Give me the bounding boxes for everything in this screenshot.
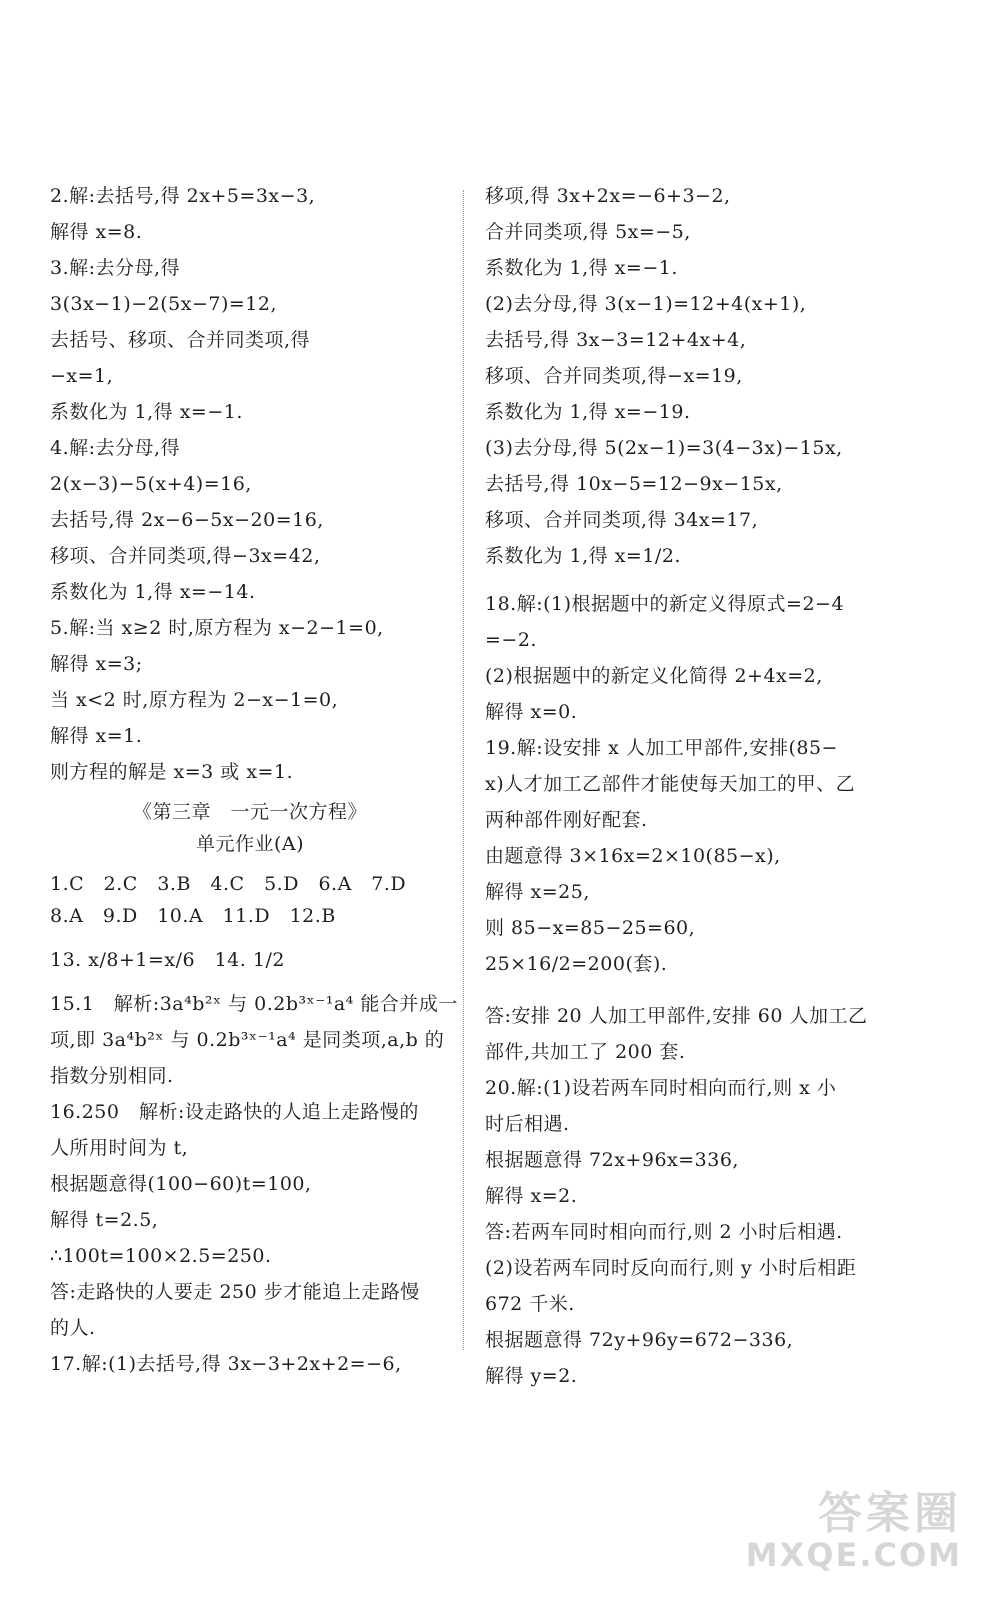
left-text-line: 1.C 2.C 3.B 4.C 5.D 6.A 7.D	[50, 873, 407, 895]
left-text-line: 当 x<2 时,原方程为 2−x−1=0,	[50, 689, 339, 711]
left-text-line: 3(3x−1)−2(5x−7)=12,	[50, 293, 278, 315]
left-text-line: 17.解:(1)去括号,得 3x−3+2x+2=−6,	[50, 1353, 402, 1375]
right-text-line: (2)设若两车同时反向而行,则 y 小时后相距	[485, 1257, 857, 1279]
column-divider	[463, 190, 464, 1350]
left-text-line: 3.解:去分母,得	[50, 257, 181, 279]
left-text-line: 16.250 解析:设走路快的人追上走路慢的	[50, 1101, 419, 1123]
left-text-line: 解得 t=2.5,	[50, 1209, 159, 1231]
left-text-line: 指数分别相同.	[50, 1065, 174, 1087]
left-text-line: 答:走路快的人要走 250 步才能追上走路慢	[50, 1281, 420, 1303]
left-text-line: 2.解:去括号,得 2x+5=3x−3,	[50, 185, 316, 207]
left-text-line: 解得 x=8.	[50, 221, 143, 243]
right-text-line: (2)根据题中的新定义化简得 2+4x=2,	[485, 665, 823, 687]
left-text-line: 解得 x=1.	[50, 725, 143, 747]
left-text-line: 人所用时间为 t,	[50, 1137, 189, 1159]
right-text-line: 部件,共加工了 200 套.	[485, 1041, 686, 1063]
left-text-line: 解得 x=3;	[50, 653, 143, 675]
left-text-line: 则方程的解是 x=3 或 x=1.	[50, 761, 294, 783]
left-text-line: ∴100t=100×2.5=250.	[50, 1245, 272, 1267]
right-text-line: 解得 x=2.	[485, 1185, 578, 1207]
right-text-line: 去括号,得 3x−3=12+4x+4,	[485, 329, 747, 351]
right-text-line: 根据题意得 72y+96y=672−336,	[485, 1329, 794, 1351]
left-text-line: 4.解:去分母,得	[50, 437, 181, 459]
watermark-line-2: MXQE.COM	[745, 1536, 962, 1574]
right-text-line: 解得 x=0.	[485, 701, 578, 723]
right-text-line: 合并同类项,得 5x=−5,	[485, 221, 691, 243]
left-text-line: 移项、合并同类项,得−3x=42,	[50, 545, 321, 567]
left-text-line: 15.1 解析:3a⁴b²ˣ 与 0.2b³ˣ⁻¹a⁴ 能合并成一	[50, 993, 458, 1015]
left-text-line: 系数化为 1,得 x=−1.	[50, 401, 243, 423]
right-text-line: 20.解:(1)设若两车同时相向而行,则 x 小	[485, 1077, 837, 1099]
left-text-line: 2(x−3)−5(x+4)=16,	[50, 473, 252, 495]
left-text-line: 的人.	[50, 1317, 96, 1339]
right-text-line: 根据题意得 72x+96x=336,	[485, 1149, 739, 1171]
right-text-line: x)人才加工乙部件才能使每天加工的甲、乙	[485, 773, 856, 795]
left-text-line: 去括号、移项、合并同类项,得	[50, 329, 311, 351]
left-text-line: 5.解:当 x≥2 时,原方程为 x−2−1=0,	[50, 617, 384, 639]
right-text-line: 系数化为 1,得 x=1/2.	[485, 545, 681, 567]
right-text-line: 672 千米.	[485, 1293, 575, 1315]
right-text-line: 18.解:(1)根据题中的新定义得原式=2−4	[485, 593, 845, 615]
right-text-line: 系数化为 1,得 x=−1.	[485, 257, 678, 279]
right-text-line: 系数化为 1,得 x=−19.	[485, 401, 691, 423]
left-text-line: 项,即 3a⁴b²ˣ 与 0.2b³ˣ⁻¹a⁴ 是同类项,a,b 的	[50, 1029, 445, 1051]
left-text-line: −x=1,	[50, 365, 114, 387]
right-text-line: 移项,得 3x+2x=−6+3−2,	[485, 185, 731, 207]
right-text-line: 两种部件刚好配套.	[485, 809, 648, 831]
right-text-line: 答:若两车同时相向而行,则 2 小时后相遇.	[485, 1221, 843, 1243]
right-text-line: (3)去分母,得 5(2x−1)=3(4−3x)−15x,	[485, 437, 843, 459]
right-text-line: 去括号,得 10x−5=12−9x−15x,	[485, 473, 783, 495]
left-text-line: 13. x/8+1=x/6 14. 1/2	[50, 949, 285, 971]
left-text-line: 去括号,得 2x−6−5x−20=16,	[50, 509, 324, 531]
right-text-line: =−2.	[485, 629, 537, 651]
watermark-line-1: 答案圈	[818, 1488, 962, 1539]
left-text-line: 系数化为 1,得 x=−14.	[50, 581, 256, 603]
right-text-line: 答:安排 20 人加工甲部件,安排 60 人加工乙	[485, 1005, 868, 1027]
right-text-line: 则 85−x=85−25=60,	[485, 917, 696, 939]
left-text-line: 单元作业(A)	[195, 833, 305, 855]
right-text-line: 时后相遇.	[485, 1113, 570, 1135]
right-text-line: 25×16/2=200(套).	[485, 953, 668, 975]
right-text-line: 移项、合并同类项,得−x=19,	[485, 365, 743, 387]
right-text-line: 移项、合并同类项,得 34x=17,	[485, 509, 759, 531]
left-text-line: 《第三章 一元一次方程》	[132, 801, 367, 823]
right-text-line: (2)去分母,得 3(x−1)=12+4(x+1),	[485, 293, 807, 315]
right-text-line: 解得 x=25,	[485, 881, 590, 903]
right-text-line: 解得 y=2.	[485, 1365, 578, 1387]
right-text-line: 19.解:设安排 x 人加工甲部件,安排(85−	[485, 737, 838, 759]
left-text-line: 8.A 9.D 10.A 11.D 12.B	[50, 905, 336, 927]
right-text-line: 由题意得 3×16x=2×10(85−x),	[485, 845, 781, 867]
left-text-line: 根据题意得(100−60)t=100,	[50, 1173, 312, 1195]
watermark-logo	[746, 1490, 962, 1572]
